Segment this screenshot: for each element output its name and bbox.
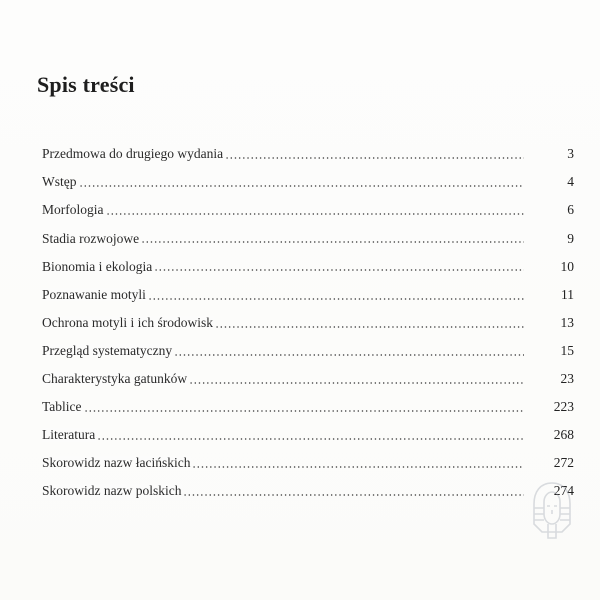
toc-leader-dots (215, 326, 524, 328)
toc-entry-page: 268 (553, 427, 574, 443)
toc-leader-dots (148, 298, 524, 300)
toc-entry (42, 168, 574, 196)
toc-entry (42, 196, 574, 224)
toc-entry-page: 3 (567, 146, 574, 162)
toc-leader-dots (84, 410, 524, 412)
toc-leader-dots (154, 269, 524, 271)
toc-entry (42, 140, 574, 168)
toc-entry-label: Ochrona motyli i ich środowisk (42, 314, 213, 330)
page-title: Spis treści (37, 72, 135, 97)
toc-entry-label: Tablice (42, 399, 82, 415)
toc-entry-label: Przedmowa do drugiego wydania (42, 146, 224, 162)
toc-entry (42, 337, 574, 365)
toc-leader-dots (174, 354, 524, 356)
toc-entry-page: 23 (560, 371, 574, 387)
toc-entry-label: Charakterystyka gatunków (42, 371, 188, 387)
toc-entry-page: 4 (567, 174, 574, 190)
toc-entry-label: Skorowidz nazw polskich (42, 483, 182, 499)
toc-entry-page: 223 (553, 399, 574, 415)
toc-entry (42, 477, 574, 505)
toc-entry-label: Skorowidz nazw łacińskich (42, 455, 191, 471)
pharaoh-head-watermark-icon (530, 480, 574, 542)
toc-entry-page: 13 (560, 314, 574, 330)
toc-entry (42, 393, 574, 421)
toc-leader-dots (141, 241, 524, 243)
toc-entry-page: 10 (560, 258, 574, 274)
toc-leader-dots (79, 185, 525, 187)
toc-entry-page: 15 (560, 342, 574, 358)
toc-entry-page: 11 (561, 286, 574, 302)
toc-leader-dots (106, 213, 525, 215)
toc-leader-dots (97, 438, 524, 440)
toc-entry (42, 365, 574, 393)
toc-entry-label: Poznawanie motyli (42, 286, 146, 302)
toc-entry (42, 280, 574, 308)
toc-leader-dots (225, 157, 524, 159)
toc-entry-label: Morfologia (42, 202, 104, 218)
toc-leader-dots (189, 382, 524, 384)
toc-entry-label: Literatura (42, 427, 96, 443)
toc-entry (42, 224, 574, 252)
toc-entry (42, 449, 574, 477)
table-of-contents (42, 140, 574, 505)
toc-leader-dots (183, 494, 524, 496)
toc-entry-label: Przegląd systematyczny (42, 342, 173, 358)
toc-entry-page: 6 (567, 202, 574, 218)
toc-entry-page: 9 (567, 230, 574, 246)
toc-entry-label: Bionomia i ekologia (42, 258, 153, 274)
toc-entry-page: 272 (553, 455, 574, 471)
toc-entry-page: 274 (553, 483, 574, 499)
toc-entry (42, 421, 574, 449)
toc-entry-label: Wstęp (42, 174, 77, 190)
toc-entry (42, 252, 574, 280)
toc-entry (42, 309, 574, 337)
toc-leader-dots (192, 466, 524, 468)
toc-entry-label: Stadia rozwojowe (42, 230, 140, 246)
